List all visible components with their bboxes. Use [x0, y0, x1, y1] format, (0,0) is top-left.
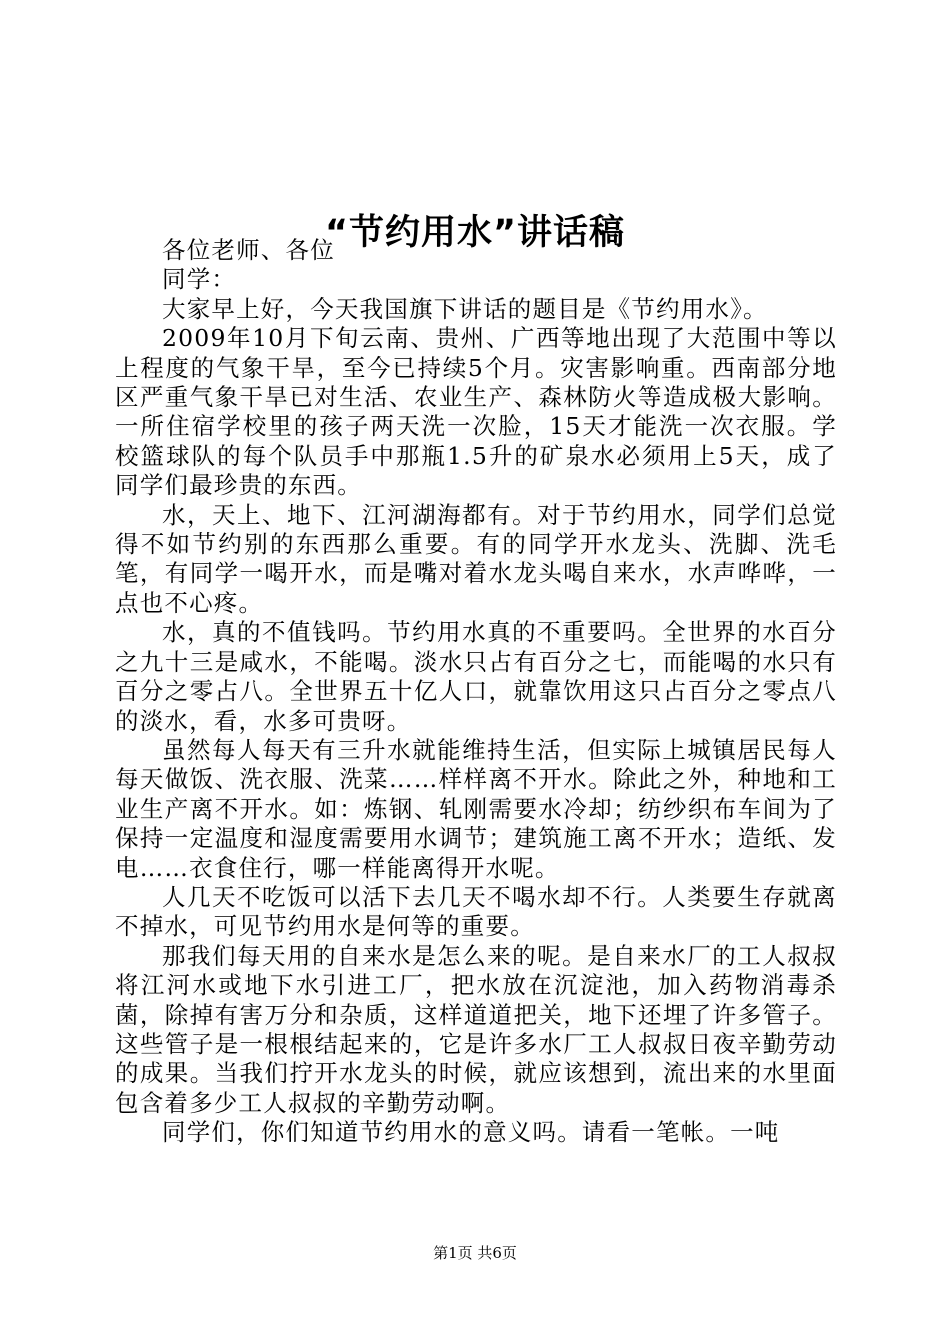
paragraph-greeting: 大家早上好，今天我国旗下讲话的题目是《节约用水》。: [162, 294, 768, 323]
page-number-footer: 第1页 共6页: [433, 1244, 517, 1262]
paragraph-water-value: 水，真的不值钱吗。节约用水真的不重要吗。全世界的水百分之九十三是咸水，不能喝。淡水只占有百分之七，而能喝的水只有百分之零占八。全世界五十亿人口，就靠饮用这只占百分之零点八的淡水，看，水多可贵呀。: [115, 618, 837, 735]
paragraph-water-everywhere: 水，天上、地下、江河湖海都有。对于节约用水，同学们总觉得不如节约别的东西那么重要。有的同学开水龙头、洗脚、洗毛笔，有同学一喝开水，而是嘴对着水龙头喝自来水，水声哗哗，一点也不心疼。: [115, 500, 837, 617]
paragraph-tap-water: 那我们每天用的自来水是怎么来的呢。是自来水厂的工人叔叔将江河水或地下水引进工厂，把水放在沉淀池，加入药物消毒杀菌，除掉有害万分和杂质，这样道道把关，地下还埋了许多管子。这些管子是一根根结起来的，它是许多水厂工人叔叔日夜辛勤劳动的成果。当我们拧开水龙头的时候，就应该想到，流出来的水里面包含着多少工人叔叔的辛勤劳动啊。: [115, 941, 837, 1117]
salutation-line-1: 各位老师、各位: [162, 236, 335, 264]
paragraph-daily-use: 虽然每人每天有三升水就能维持生活，但实际上城镇居民每人每天做饭、洗衣服、洗菜……样样离不开水。除此之外，种地和工业生产离不开水。如：炼钢、轧刚需要水冷却；纺纱织布车间为了保持一定温度和湿度需要用水调节；建筑施工离不开水；造纸、发电……衣食住行，哪一样能离得开水呢。: [115, 735, 837, 882]
paragraph-survival: 人几天不吃饭可以活下去几天不喝水却不行。人类要生存就离不掉水，可见节约用水是何等的重要。: [115, 882, 837, 941]
paragraph-significance: 同学们，你们知道节约用水的意义吗。请看一笔帐。一吨: [162, 1118, 780, 1147]
document-title: “节约用水”讲话稿: [324, 213, 625, 254]
paragraph-drought: 2009年10月下旬云南、贵州、广西等地出现了大范围中等以上程度的气象干旱，至今已持续5个月。灾害影响重。西南部分地区严重气象干旱已对生活、农业生产、森林防火等造成极大影响。一所住宿学校里的孩子两天洗一次脸，15天才能洗一次衣服。学校篮球队的每个队员手中那瓶1.5升的矿泉水必须用上5天，成了同学们最珍贵的东西。: [115, 324, 837, 500]
salutation-line-2: 同学：: [162, 265, 237, 294]
document-body: [115, 236, 837, 1148]
